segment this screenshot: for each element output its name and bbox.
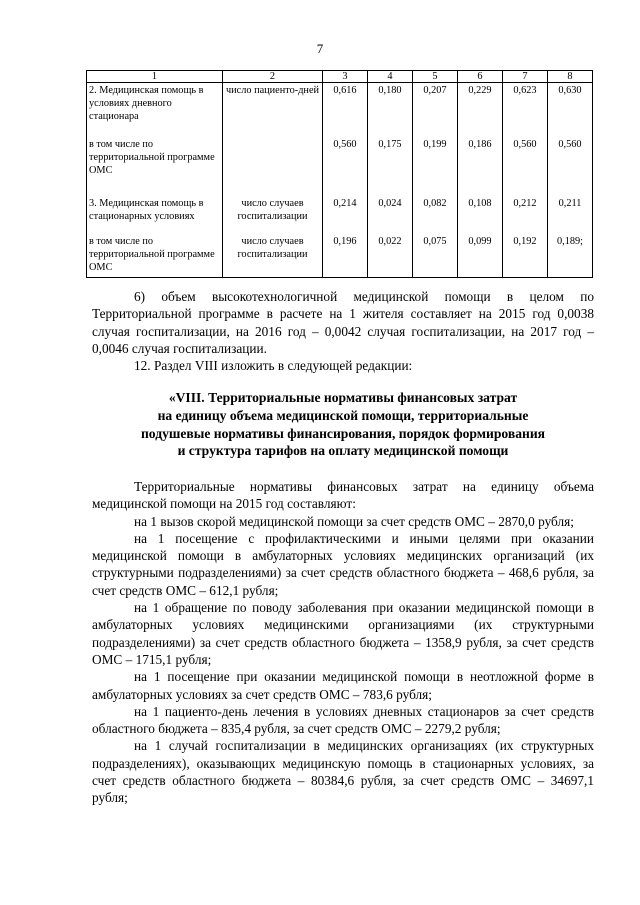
norm-urgent-visit: на 1 посещение при оказании медицинской помощи в неотложной форме в амбулаторных условиях за счет средств ОМС – 783,6 рубля; [92, 669, 594, 702]
row-description: в том числе по территориальной программе ОМС [87, 234, 223, 278]
heading-line: и структура тарифов на оплату медицинской помощи [177, 443, 509, 459]
row-unit: число случаев госпитализации [223, 196, 323, 234]
row-description: 2. Медицинская помощь в условиях дневного стационара [87, 83, 223, 137]
table-cell: 0,024 [368, 196, 413, 234]
table-cell: 0,212 [503, 196, 548, 234]
table-row [87, 137, 593, 196]
column-header: 1 [87, 71, 223, 83]
table-cell: 0,189; [548, 234, 593, 278]
table-cell: 0,196 [323, 234, 368, 278]
table-cell: 0,229 [458, 83, 503, 137]
table-cell: 0,022 [368, 234, 413, 278]
table-cell: 0,192 [503, 234, 548, 278]
paragraph-item-12: 12. Раздел VIII изложить в следующей редакции: [134, 358, 413, 374]
table-cell: 0,560 [323, 137, 368, 196]
table-cell: 0,186 [458, 137, 503, 196]
table-cell: 0,630 [548, 83, 593, 137]
table-cell: 0,623 [503, 83, 548, 137]
row-description: 3. Медицинская помощь в стационарных условиях [87, 196, 223, 234]
heading-line: подушевые нормативы финансирования, порядок формирования [140, 425, 546, 441]
column-header: 3 [323, 71, 368, 83]
table-header-row [87, 71, 593, 83]
norm-day-hospital: на 1 пациенто-день лечения в условиях дневных стационаров за счет средств областного бюджета – 835,4 рубля, за счет средств ОМС – 2279,2 рубля; [92, 703, 594, 737]
heading-line: «VIII. Территориальные нормативы финансовых затрат [168, 390, 518, 405]
table-cell: 0,175 [368, 137, 413, 196]
column-header: 7 [503, 71, 548, 83]
table-cell: 0,099 [458, 234, 503, 278]
norms-section [92, 478, 594, 807]
column-header: 5 [413, 71, 458, 83]
table-cell: 0,560 [548, 137, 593, 196]
table-cell: 0,207 [413, 83, 458, 137]
table-row [87, 83, 593, 137]
table-cell: 0,616 [323, 83, 368, 137]
norm-disease-appeal: на 1 обращение по поводу заболевания при оказании медицинской помощи в амбулаторных условиях медицинскими организациями (их структурными подразделениями) за счет средств областного бюджета – 1358,9 рубля, за счет средств ОМС – 1715,1 рубля; [92, 600, 594, 667]
norm-ambulance-call: на 1 вызов скорой медицинской помощи за счет средств ОМС – 2870,0 рубля; [134, 513, 574, 529]
table-cell: 0,199 [413, 137, 458, 196]
amendment-block [92, 288, 594, 374]
volume-table [86, 70, 593, 278]
norms-intro: Территориальные нормативы финансовых затрат на единицу объема медицинской помощи на 2015 год составляют: [92, 479, 594, 512]
paragraph-item-6: 6) объем высокотехнологичной медицинской помощи в целом по Территориальной программе в расчете на 1 жителя составляет на 2015 год 0,0038 случая госпитализации, на 2016 год – 0,0042 случая госпитализации, на 2017 год – 0,0046 случая госпитализации. [92, 289, 594, 356]
column-header: 2 [223, 71, 323, 83]
table-cell: 0,108 [458, 196, 503, 234]
table-row [87, 234, 593, 278]
column-header: 6 [458, 71, 503, 83]
column-header: 8 [548, 71, 593, 83]
table-cell: 0,180 [368, 83, 413, 137]
heading-line: на единицу объема медицинской помощи, территориальные [157, 407, 529, 423]
section-heading [92, 389, 594, 460]
norm-hospitalization: на 1 случай госпитализации в медицинских организациях (их структурных подразделениях), оказывающих медицинскую помощь в стационарных условиях, за счет средств областного бюджета – 80384,6 рубля, за счет средств ОМС – 34697,1 рубля; [92, 738, 594, 806]
norm-preventive-visit: на 1 посещение с профилактическими и иными целями при оказании медицинской помощи в амбулаторных условиях медицинских организаций (их структурными подразделениями) за счет средств областного бюджета – 468,6 рубля, за счет средств ОМС – 612,1 рубля; [92, 530, 594, 598]
page-number: 7 [316, 41, 324, 56]
row-unit: число пациенто-дней [223, 83, 323, 137]
row-unit: число случаев госпитализации [223, 234, 323, 278]
table-cell: 0,211 [548, 196, 593, 234]
table-cell: 0,075 [413, 234, 458, 278]
column-header: 4 [368, 71, 413, 83]
table-cell: 0,082 [413, 196, 458, 234]
row-unit [223, 137, 323, 196]
table-cell: 0,214 [323, 196, 368, 234]
row-description: в том числе по территориальной программе ОМС [87, 137, 223, 196]
table-row [87, 196, 593, 234]
table-cell: 0,560 [503, 137, 548, 196]
